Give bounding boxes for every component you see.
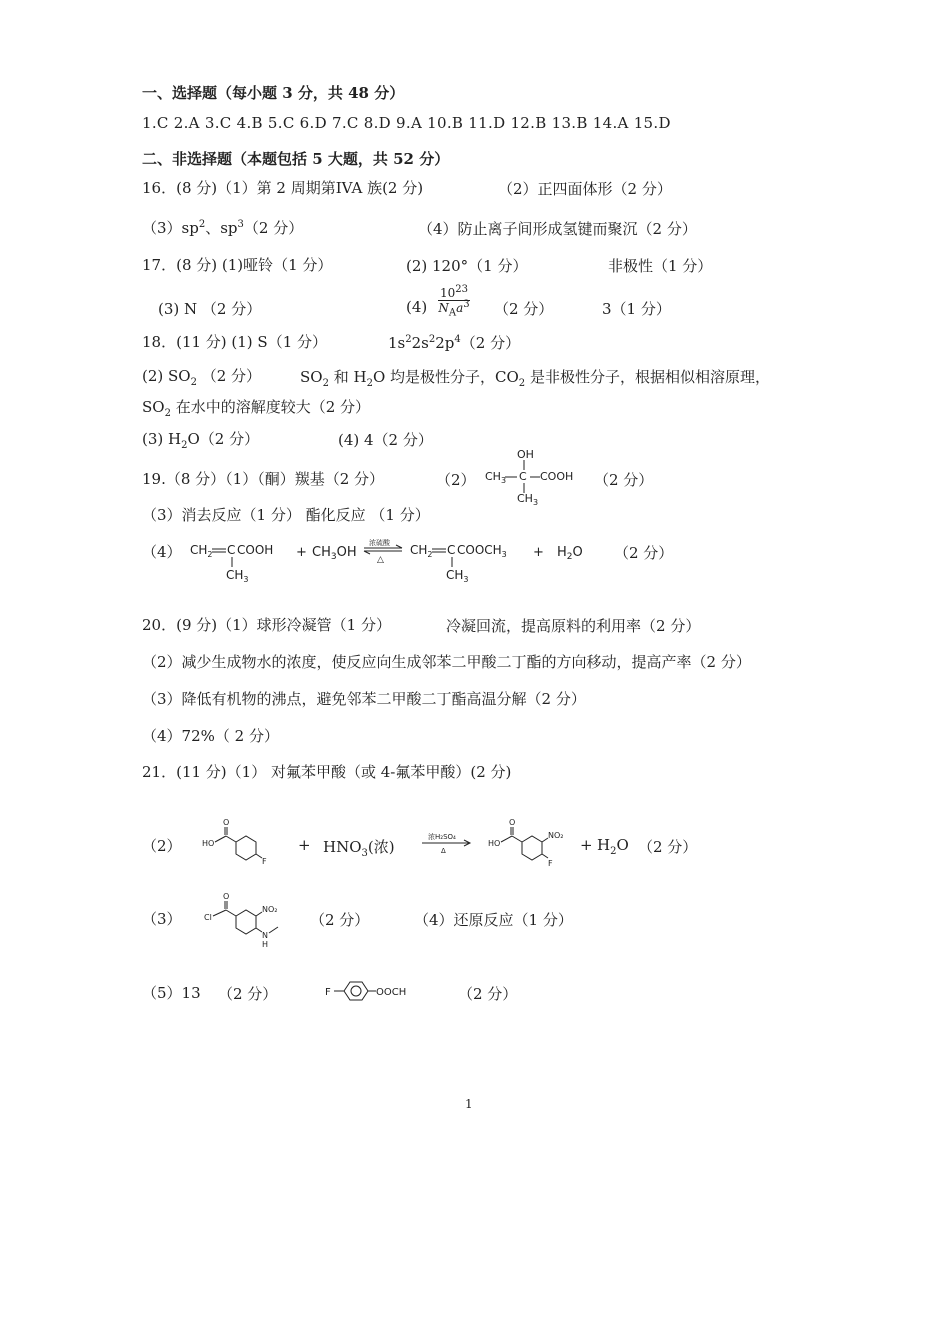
- svg-text:C: C: [227, 543, 236, 557]
- svg-text:O: O: [223, 892, 230, 901]
- q21-part5-count: （5）13: [142, 984, 201, 1002]
- svg-text:COOCH3: $COOCH_3$: [457, 543, 507, 559]
- q17-part3: (3) N （2 分）: [158, 300, 262, 318]
- svg-text:△: △: [377, 555, 384, 565]
- q18-part2-explanation: $SO_2$ 和 $H_2O$ 均是极性分子，$CO_2$ 是非极性分子，根据相似相溶原理，: [300, 368, 770, 389]
- q18-part4: (4) 4（2 分）: [338, 431, 433, 449]
- q20-part3: （3）降低有机物的沸点，避免邻苯二甲酸二丁酯高温分解（2 分）: [142, 690, 586, 708]
- svg-text:N: N: [262, 931, 268, 940]
- svg-text:H2O: $H_2O$: [557, 545, 583, 562]
- q20-part2: （2）减少生成物水的浓度，使反应向生成邻苯二甲酸二丁酯的方向移动，提高产率（2 分）: [142, 653, 751, 671]
- q21-part3-score: （2 分）: [310, 911, 370, 929]
- q21-nitric-acid: $HNO_3$(浓): [323, 838, 395, 859]
- q19-part1: 19.（8 分）（1）（酮）羰基（2 分）: [142, 470, 385, 488]
- svg-text:F: F: [548, 859, 553, 868]
- q20-part1-purpose: 冷凝回流，提高原料的利用率（2 分）: [446, 617, 701, 635]
- svg-text:OH: OH: [517, 448, 534, 461]
- q20-part4: （4）72%（ 2 分）: [142, 727, 279, 745]
- svg-text:COOH: COOH: [237, 543, 274, 557]
- page-number: 1: [465, 1097, 473, 1111]
- q16-part4: （4）防止离子间形成氢键而聚沉（2 分）: [418, 220, 697, 238]
- svg-text:+: +: [296, 545, 307, 560]
- q18-electron-config: $1s^22s^22p^4(2$ 分）: [388, 334, 521, 352]
- q21-fluorobenzoic-acid-structure: [198, 816, 278, 868]
- q17-part4-score: （2 分）: [494, 300, 554, 318]
- svg-text:CH2: $CH_2$: [190, 543, 213, 559]
- q17-part5: 3（1 分）: [602, 300, 671, 318]
- q21-part2-score: （2 分）: [638, 838, 698, 856]
- q21-part1: 21．(11 分)（1） 对氟苯甲酸（或 4-氟苯甲酸）(2 分): [142, 763, 512, 781]
- q21-part5-structure-score: （2 分）: [458, 985, 518, 1003]
- q17-part2-angle: (2) 120°（1 分）: [406, 257, 528, 275]
- q21-acyl-chloride-structure: [198, 890, 298, 950]
- q21-part3-label: （3）: [142, 910, 182, 928]
- q19-part2-score: （2 分）: [594, 471, 654, 489]
- svg-text:O: O: [223, 818, 230, 827]
- q18-part3: (3) $H_2O(2$ 分）: [142, 430, 260, 451]
- q17-density-fraction: $10^{23}$ $N_Aa^3$: [438, 284, 470, 319]
- q19-part4-score: （2 分）: [614, 544, 674, 562]
- svg-text:Cl: Cl: [204, 913, 212, 922]
- q18-part2: (2) $SO_2$ （2 分）: [142, 367, 262, 388]
- q18-part1: 18．(11 分) (1) S（1 分）: [142, 333, 328, 351]
- q21-plus-1: +: [298, 836, 311, 854]
- q19-esterification-equation: [188, 534, 628, 586]
- svg-text:F: F: [325, 987, 331, 998]
- svg-text:浓H₂SO₄: 浓H₂SO₄: [428, 833, 456, 841]
- q21-part2-label: （2）: [142, 837, 182, 855]
- q21-part5-score: （2 分）: [218, 985, 278, 1003]
- svg-text:HO: HO: [488, 839, 501, 848]
- svg-text:CH3: $CH_3$: [446, 568, 469, 584]
- q19-part4-label: （4）: [142, 543, 182, 561]
- q20-part1: 20．(9 分)（1）球形冷凝管（1 分）: [142, 616, 391, 634]
- q21-water: $H_2O$: [597, 836, 629, 857]
- svg-text:NO₂: NO₂: [262, 905, 278, 914]
- svg-text:+: +: [533, 545, 544, 560]
- q19-part3: （3）消去反应（1 分） 酯化反应 （1 分）: [142, 506, 430, 524]
- svg-text:OOCH: OOCH: [376, 987, 407, 998]
- svg-text:C: C: [447, 543, 456, 557]
- svg-text:H: H: [262, 940, 269, 949]
- choice-answers: 1.C 2.A 3.C 4.B 5.C 6.D 7.C 8.D 9.A 10.B 11.D 12.B 13.B 14.A 15.D: [142, 114, 671, 132]
- q21-fluorophenyl-formate-structure: [322, 976, 422, 1008]
- q21-reaction-arrow: [418, 830, 474, 858]
- svg-text:O: O: [509, 818, 516, 827]
- svg-text:HO: HO: [202, 839, 215, 848]
- svg-text:NO₂: NO₂: [548, 831, 564, 840]
- svg-text:CH3: $CH_3$: [517, 492, 539, 507]
- q18-part2-explanation-cont: $SO_2$ 在水中的溶解度较大（2 分）: [142, 398, 371, 419]
- q19-part2-label: （2）: [436, 471, 476, 489]
- q21-part4: （4）还原反应（1 分）: [414, 911, 573, 929]
- section-title-choice: 一、选择题（每小题 3 分，共 48 分）: [142, 84, 405, 102]
- svg-text:CH3: $CH_3$: [226, 568, 249, 584]
- q16-part2: （2）正四面体形（2 分）: [498, 180, 672, 198]
- q19-hydroxy-acid-structure: [480, 446, 590, 508]
- q16-part1: 16．(8 分)（1）第 2 周期第IVA 族(2 分): [142, 179, 424, 197]
- svg-text:CH3: $CH_3$: [485, 470, 507, 485]
- svg-text:CH3OH: $CH_3OH$: [312, 545, 357, 562]
- svg-text:浓硫酸: 浓硫酸: [369, 539, 390, 547]
- q17-part2-polarity: 非极性（1 分）: [608, 257, 713, 275]
- svg-text:CH2: $CH_2$: [410, 543, 433, 559]
- q16-part3: $(3)sp^2$、$sp^3(2$ 分）: [142, 219, 304, 237]
- q17-part4-label: (4): [406, 298, 428, 316]
- svg-text:C: C: [519, 470, 527, 483]
- q17-part1: 17．(8 分) (1)哑铃（1 分）: [142, 256, 333, 274]
- svg-text:COOH: COOH: [540, 470, 574, 483]
- q21-nitro-product-structure: [484, 816, 584, 868]
- svg-text:F: F: [262, 857, 267, 866]
- section-title-nonchoice: 二、非选择题（本题包括 5 大题，共 52 分）: [142, 150, 450, 168]
- svg-text:Δ: Δ: [441, 847, 446, 855]
- q21-plus-2: +: [580, 836, 593, 854]
